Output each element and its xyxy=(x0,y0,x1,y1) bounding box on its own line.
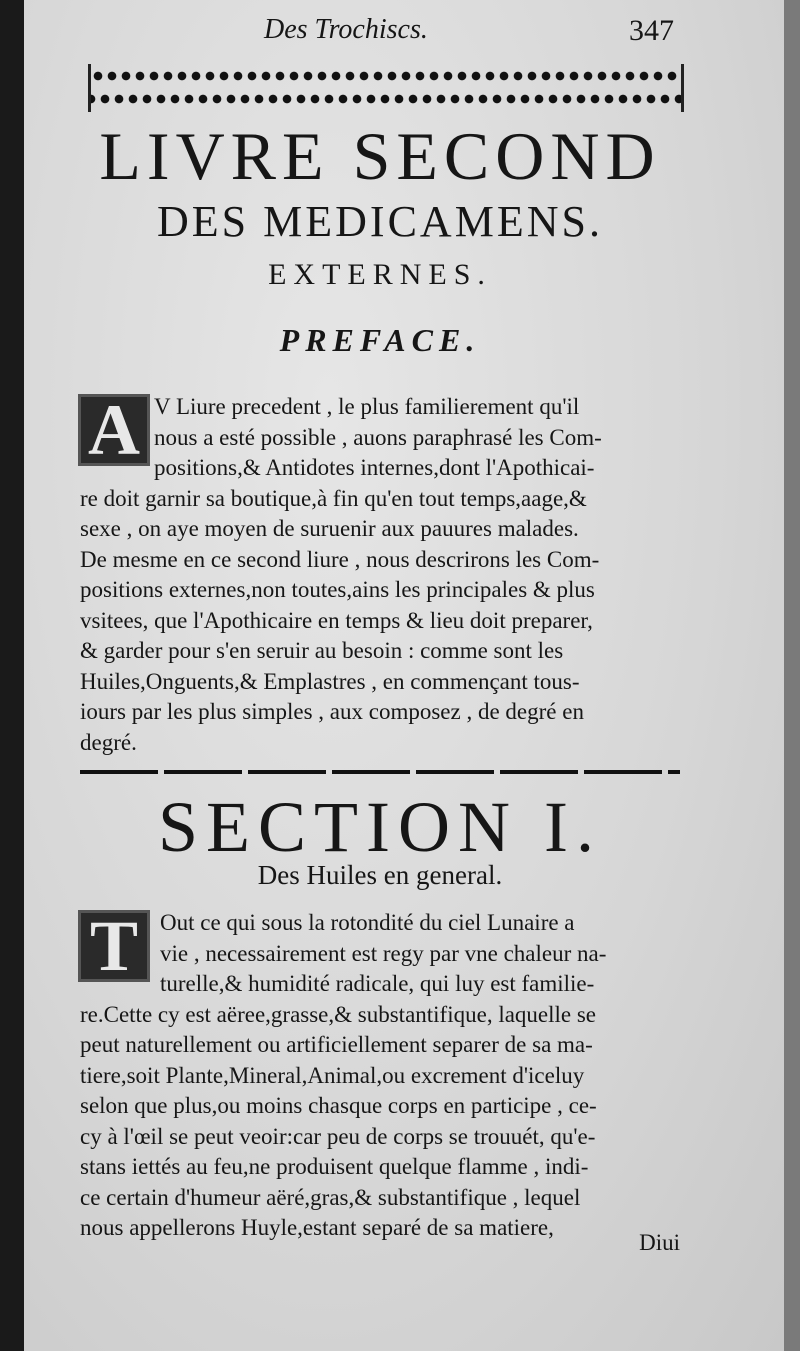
text-line: Out ce qui sous la rotondité du ciel Lunaire a xyxy=(160,910,575,935)
text-line: iours par les plus simples , aux composez , de degré en xyxy=(80,699,584,724)
book-subtitle: DES MEDICAMENS. xyxy=(157,197,603,246)
running-header xyxy=(54,14,674,54)
page-edge xyxy=(784,0,800,1351)
text-line: re doit garnir sa boutique,à fin qu'en tout temps,aage,& xyxy=(80,485,587,511)
section-paragraph xyxy=(80,908,680,1244)
catchword: Diui xyxy=(639,1230,680,1255)
text-line: positions,& Antidotes internes,dont l'Apothicai- xyxy=(154,455,595,480)
text-line: vie , necessairement est regy par vne chaleur na- xyxy=(160,940,607,966)
text-line: nous a esté possible , auons paraphrasé les Com- xyxy=(154,424,602,450)
text-line: sexe , on aye moyen de suruenir aux pauures malades. xyxy=(80,516,579,541)
decorated-initial-a: A xyxy=(78,394,150,466)
text-line: peut naturellement ou artificiellement separer de sa ma- xyxy=(80,1032,593,1057)
text-line: positions externes,non toutes,ains les principales & plus xyxy=(80,577,595,602)
text-line: re.Cette cy est aëree,grasse,& substantifique, laquelle se xyxy=(80,1001,597,1027)
book-title: LIVRE SECOND xyxy=(99,118,661,194)
section-subtitle: Des Huiles en general. xyxy=(257,860,503,890)
preface-heading: PREFACE. xyxy=(279,322,481,358)
text-line: cy à l'œil se peut veoir:car peu de corps se trouuét, qu'e- xyxy=(80,1123,596,1149)
page-number: 347 xyxy=(629,14,674,47)
text-line: V Liure precedent , le plus familierement qu'il xyxy=(154,394,580,419)
running-title: Des Trochiscs. xyxy=(264,14,428,45)
text-line: De mesme en ce second liure , nous descrirons les Com- xyxy=(80,546,600,572)
text-line: vsitees, que l'Apothicaire en temps & lieu doit preparer, xyxy=(80,607,593,633)
section-divider-rule xyxy=(80,770,680,774)
ornamental-border xyxy=(88,64,684,112)
text-line: Huiles,Onguents,& Emplastres , en commençant tous- xyxy=(80,668,580,694)
text-line: turelle,& humidité radicale, qui luy est familie- xyxy=(160,971,595,996)
text-line: selon que plus,ou moins chasque corps en participe , ce- xyxy=(80,1093,597,1118)
book-subtitle-externes: EXTERNES. xyxy=(268,258,492,291)
text-line: stans iettés au feu,ne produisent quelque flamme , indi- xyxy=(80,1154,589,1179)
text-line: ce certain d'humeur aëré,gras,& substantifique , lequel xyxy=(80,1184,581,1210)
decorated-initial-t: T xyxy=(78,910,150,982)
text-line: tiere,soit Plante,Mineral,Animal,ou excrement d'iceluy xyxy=(80,1062,585,1088)
text-line: degré. xyxy=(80,729,137,755)
text-line: nous appellerons Huyle,estant separé de sa matiere, xyxy=(80,1215,554,1240)
text-line: & garder pour s'en seruir au besoin : comme sont les xyxy=(80,638,564,663)
preface-paragraph xyxy=(80,392,680,758)
section-title: SECTION I. xyxy=(158,787,602,867)
